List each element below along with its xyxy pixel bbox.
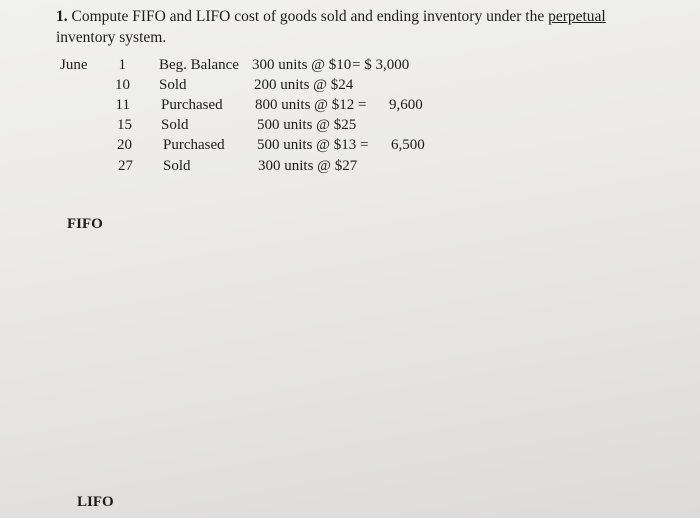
row-detail: 300 units @ $10 (252, 57, 352, 73)
row-day: 20 (117, 137, 132, 153)
row-day: 27 (118, 158, 133, 174)
row-day: 10 (115, 77, 130, 93)
question-number: 1. (56, 8, 68, 25)
row-description: Sold (163, 158, 191, 174)
row-total: = $ 3,000 (352, 57, 410, 73)
fifo-heading: FIFO (67, 216, 103, 232)
row-detail: 300 units @ $27 (258, 158, 358, 174)
underlined-word: perpetual (548, 8, 606, 25)
row-description: Beg. Balance (159, 57, 239, 73)
row-total: 6,500 (391, 137, 425, 153)
row-total: 9,600 (389, 97, 423, 113)
row-description: Purchased (161, 97, 223, 113)
question-text (56, 6, 656, 48)
row-day: 15 (117, 117, 132, 133)
question-text-end: inventory system. (56, 29, 167, 46)
row-detail: 200 units @ $24 (254, 77, 354, 93)
row-detail: 800 units @ $12 = (255, 97, 367, 113)
row-day: 11 (115, 97, 130, 113)
row-description: Sold (161, 117, 189, 133)
row-detail: 500 units @ $25 (257, 117, 357, 133)
row-detail: 500 units @ $13 = (257, 137, 369, 153)
lifo-heading: LIFO (77, 494, 114, 510)
row-description: Sold (159, 77, 187, 93)
row-day: 1 (118, 57, 126, 73)
question-text-start: Compute FIFO and LIFO cost of goods sold and ending inventory under the (71, 8, 549, 25)
row-description: Purchased (163, 137, 225, 153)
month-label: June (60, 57, 88, 73)
